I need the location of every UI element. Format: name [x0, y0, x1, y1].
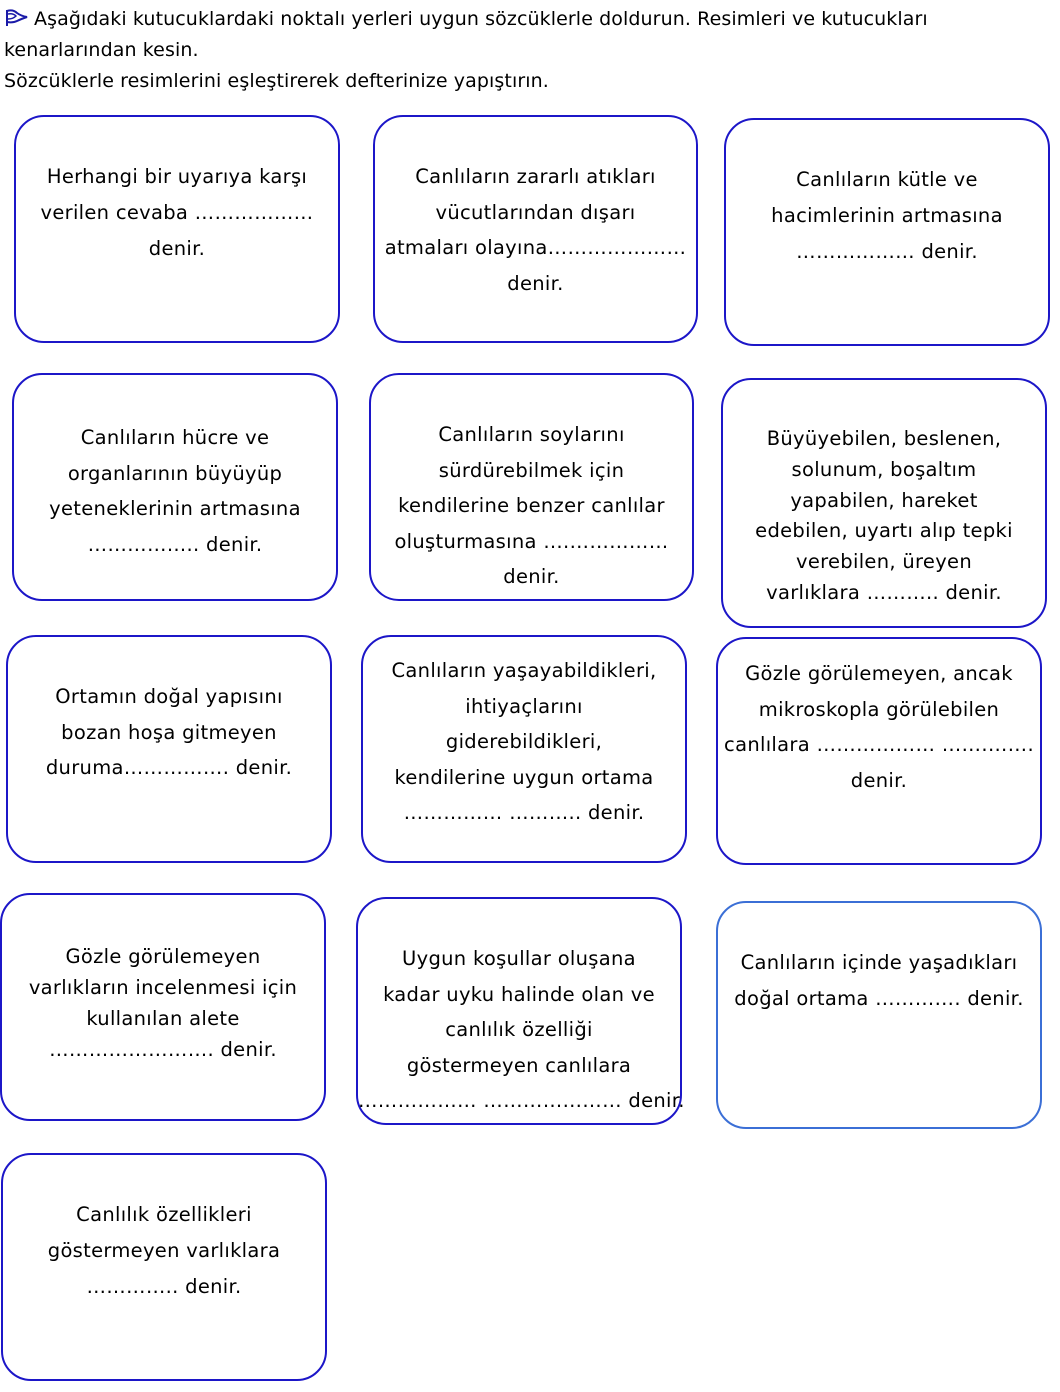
- card-line: canlılara ……………… …….…….: [724, 733, 1034, 756]
- instruction-line-2: kenarlarından kesin.: [4, 39, 199, 61]
- card-text: [16, 159, 338, 267]
- card-line: Ortamın doğal yapısını: [55, 685, 283, 708]
- card-line: sürdürebilmek için: [438, 458, 625, 482]
- card-response: [14, 115, 340, 343]
- card-line: denir.: [507, 271, 564, 295]
- card-microorganisms: [716, 637, 1042, 865]
- card-line: Büyüyebilen, beslenen,: [766, 427, 1002, 450]
- card-line: Herhangi bir uyarıya karşı: [46, 165, 308, 188]
- instruction-line-3: Sözcüklerle resimlerini eşleştirerek defterinize yapıştırın.: [4, 70, 549, 92]
- card-line: hacimlerinin artmasına: [771, 204, 1003, 227]
- card-text: [371, 417, 692, 595]
- card-line: ……………… denir.: [796, 240, 978, 263]
- card-non-living: [1, 1153, 327, 1381]
- card-text: [375, 159, 696, 301]
- card-line: …………….. denir.: [87, 532, 263, 556]
- card-line: Canlılık özellikleri: [76, 1203, 252, 1226]
- card-line: kullanılan alete: [86, 1007, 240, 1030]
- card-line: denir.: [503, 565, 560, 588]
- card-living-things: [721, 378, 1047, 628]
- card-line: Canlıların soylarını: [438, 423, 625, 446]
- card-line: Canlıların zararlı atıkları: [415, 165, 656, 188]
- instructions: [4, 4, 1054, 97]
- card-habitat: [361, 635, 687, 863]
- card-line: oluşturmasına ….……………: [394, 529, 669, 553]
- card-line: yeteneklerinin artmasına: [49, 497, 301, 520]
- card-pollution: [6, 635, 332, 863]
- flag-icon: [4, 9, 30, 27]
- card-line: göstermeyen canlılara: [406, 1053, 632, 1077]
- card-line: ……………………. denir.: [49, 1038, 277, 1061]
- card-line: Canlıların hücre ve: [80, 426, 270, 449]
- card-text: [718, 945, 1040, 1017]
- card-dormant: [356, 897, 685, 1125]
- card-microscope: [0, 893, 326, 1121]
- card-reproduction: [369, 373, 694, 601]
- card-line: ……………… ………………… denir.: [358, 1089, 685, 1112]
- card-line: bozan hoşa gitmeyen: [61, 720, 277, 744]
- card-line: ………….. denir.: [86, 1275, 242, 1298]
- card-line: verebilen, üreyen: [795, 550, 973, 574]
- card-line: Canlıların kütle ve: [796, 168, 978, 191]
- card-text: [726, 162, 1048, 270]
- card-line: varlıklara ……….. denir.: [766, 580, 1002, 604]
- card-line: denir.: [148, 237, 206, 260]
- card-text: [358, 941, 685, 1119]
- card-text: [718, 656, 1040, 798]
- card-text: [3, 1197, 325, 1305]
- card-line: verilen cevaba ………………: [40, 201, 314, 224]
- card-line: denir.: [850, 768, 908, 792]
- card-line: duruma……………. denir.: [45, 756, 293, 779]
- card-growth: [724, 118, 1050, 346]
- card-line: Gözle görülemeyen: [65, 945, 261, 968]
- card-text: [14, 420, 336, 562]
- card-line: Gözle görülemeyen, ancak: [745, 662, 1013, 685]
- card-line: vücutlarından dışarı: [435, 200, 636, 224]
- card-text: [723, 424, 1045, 609]
- card-line: doğal ortama …………. denir.: [734, 987, 1024, 1010]
- card-line: Uygun koşullar oluşana: [402, 947, 636, 970]
- card-development: [12, 373, 338, 601]
- card-line: mikroskopla görülebilen: [758, 697, 1000, 721]
- card-line: ihtiyaçlarını: [465, 694, 583, 718]
- card-excretion: [373, 115, 698, 343]
- card-line: edebilen, uyartı alıp tepki: [755, 519, 1013, 543]
- card-line: göstermeyen varlıklara: [47, 1239, 281, 1262]
- card-line: atmaları olayına…………………: [384, 236, 687, 259]
- card-line: Canlıların içinde yaşadıkları: [740, 951, 1018, 974]
- card-line: solunum, boşaltım: [791, 457, 977, 481]
- card-environment: [716, 901, 1042, 1129]
- instruction-line-1: [4, 4, 1054, 35]
- card-line: kadar uyku halinde olan ve: [383, 982, 655, 1006]
- card-line: Canlıların yaşayabildikleri,: [391, 659, 657, 682]
- card-line: canlılık özelliği: [445, 1018, 593, 1041]
- card-text: [363, 653, 685, 831]
- card-line: yapabilen, hareket: [790, 488, 978, 512]
- card-line: varlıkların incelenmesi için: [28, 976, 298, 999]
- card-line: kendilerine benzer canlılar: [398, 494, 665, 517]
- card-line: kendilerine uygun ortama: [394, 765, 654, 789]
- card-line: …………… ……….. denir.: [403, 801, 645, 824]
- instruction-text-1: Aşağıdaki kutucuklardaki noktalı yerleri uygun sözcüklerle doldurun. Resimleri ve kutucukları: [34, 8, 928, 30]
- card-text: [8, 679, 330, 786]
- card-line: organlarının büyüyüp: [67, 461, 283, 485]
- card-text: [2, 941, 324, 1065]
- card-line: giderebildikleri,: [445, 730, 603, 753]
